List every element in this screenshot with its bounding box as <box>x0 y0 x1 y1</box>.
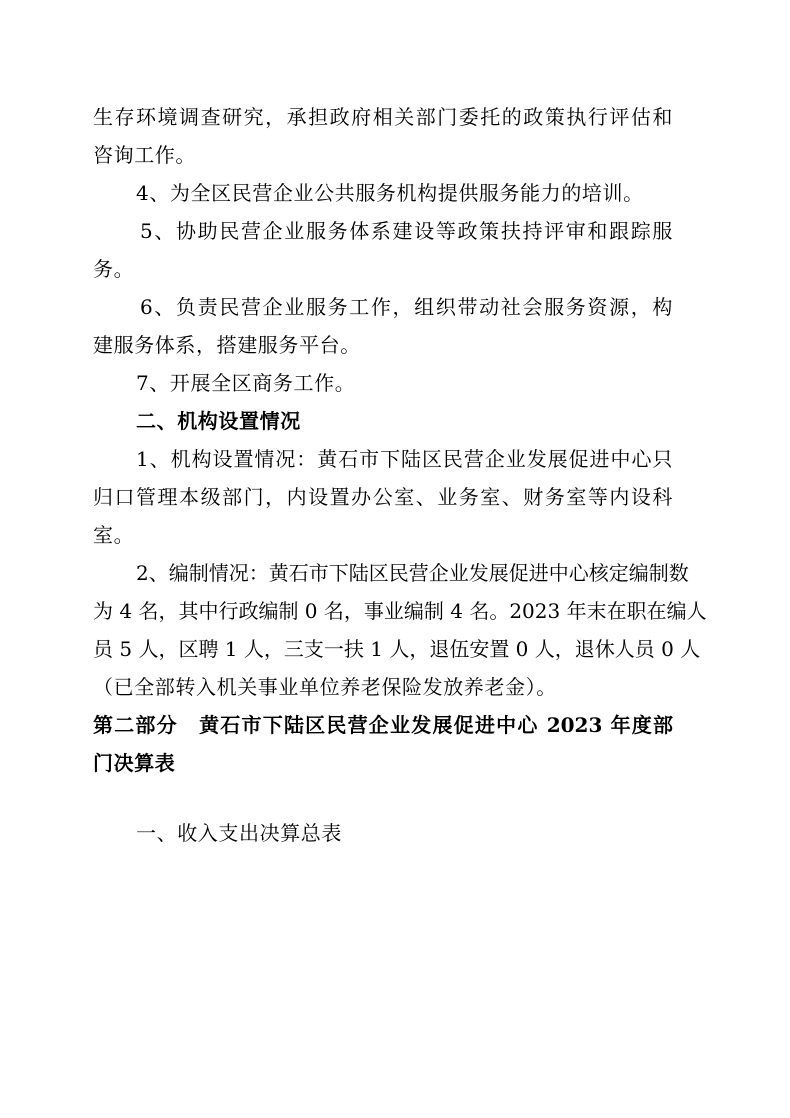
subsection-heading: 一、收入支出决算总表 <box>136 821 342 845</box>
paragraph-line: 室。 <box>93 523 135 547</box>
part-heading: 门决算表 <box>93 751 176 775</box>
paragraph-line: 务。 <box>93 257 135 281</box>
paragraph-line: 6、负责民营企业服务工作，组织带动社会服务资源，构 <box>140 295 673 319</box>
paragraph-line: 5、协助民营企业服务体系建设等政策扶持评审和跟踪服 <box>140 219 673 243</box>
paragraph-line: 7、开展全区商务工作。 <box>136 371 356 395</box>
paragraph-line: 生存环境调查研究，承担政府相关部门委托的政策执行评估和 <box>93 105 673 129</box>
paragraph-line: 咨询工作。 <box>93 143 196 167</box>
paragraph-line: 2、编制情况：黄石市下陆区民营企业发展促进中心核定编制数 <box>136 561 689 585</box>
section-heading: 二、机构设置情况 <box>136 409 301 433</box>
part-heading: 第二部分 黄石市下陆区民营企业发展促进中心 2023 年度部 <box>93 713 673 737</box>
paragraph-line: 建服务体系，搭建服务平台。 <box>93 333 361 357</box>
paragraph-line: 归口管理本级部门，内设置办公室、业务室、财务室等内设科 <box>93 485 673 509</box>
paragraph-line: 4、为全区民营企业公共服务机构提供服务能力的培训。 <box>136 181 644 205</box>
paragraph-line: 1、机构设置情况：黄石市下陆区民营企业发展促进中心只 <box>136 447 673 471</box>
paragraph-line: （已全部转入机关事业单位养老保险发放养老金）。 <box>93 675 557 699</box>
paragraph-line: 员 5 人，区聘 1 人，三支一扶 1 人，退伍安置 0 人，退休人员 0 人 <box>93 637 701 661</box>
paragraph-line: 为 4 名，其中行政编制 0 名，事业编制 4 名。2023 年末在职在编人 <box>93 599 707 623</box>
